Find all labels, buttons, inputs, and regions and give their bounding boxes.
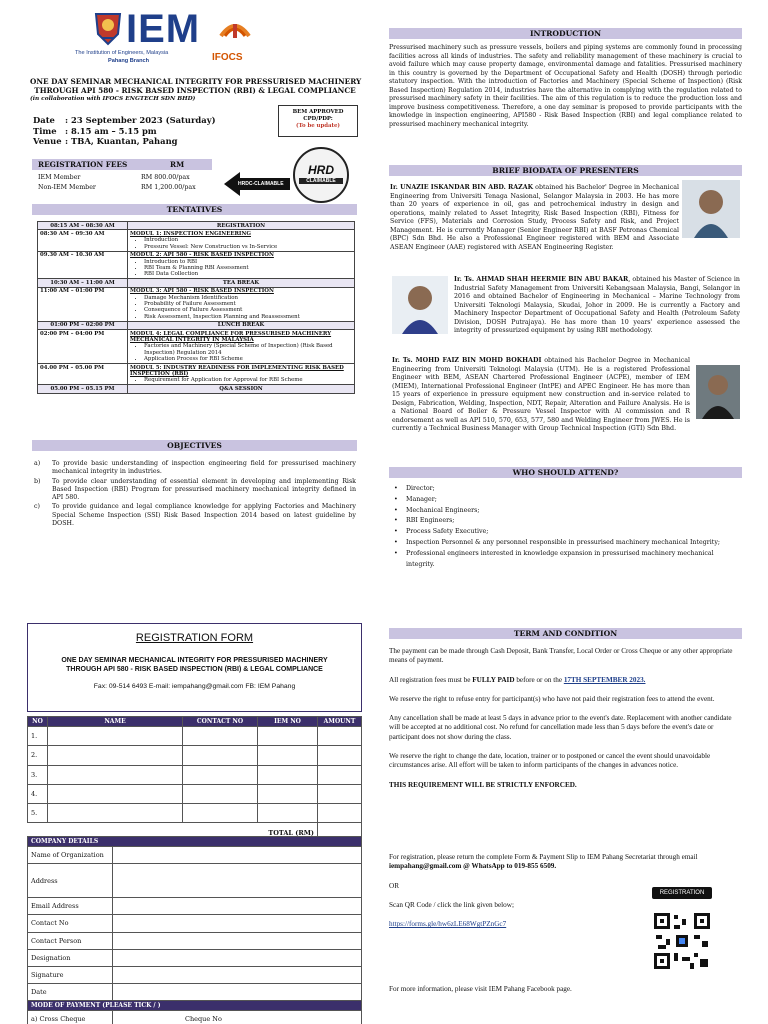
venue-label: Venue	[33, 136, 62, 146]
registration-contact: iempahang@gmail.com @ WhatsApp to 019-855 6509.	[389, 862, 557, 871]
participant-no: 4.	[28, 784, 48, 803]
participant-amount-field[interactable]	[318, 765, 362, 784]
fee-row	[38, 173, 218, 183]
tentative-session	[128, 364, 355, 385]
objective-item	[34, 460, 356, 477]
company-field-input[interactable]	[113, 898, 362, 915]
tentative-row	[38, 364, 355, 385]
attend-header: WHO SHOULD ATTEND?	[389, 467, 742, 478]
participant-iem-field[interactable]	[258, 727, 318, 746]
bullet-icon: •	[394, 506, 398, 514]
presenter-bio	[392, 276, 740, 336]
participant-contact-field[interactable]	[183, 804, 258, 823]
bullet-icon: •	[394, 485, 398, 492]
company-field-input[interactable]	[113, 932, 362, 949]
time-value: : 8.15 am – 5.15 pm	[65, 125, 157, 136]
company-field-label: Name of Organization	[28, 847, 113, 864]
objective-item	[34, 503, 356, 528]
objective-text: To provide clear understanding of essential element in developing and implementing Risk Based Inspection (RBI) Program for pressurised machinery mechanical integrity defined in API 580.	[52, 477, 356, 502]
participant-name-field[interactable]	[48, 746, 183, 765]
attend-item	[394, 516, 740, 527]
fee-row	[38, 183, 218, 193]
scan-qr-text: Scan QR Code / click the link given below;	[389, 900, 514, 909]
tentative-time: 08:15 AM – 08:30 AM	[38, 222, 128, 230]
term-refuse-entry: We reserve the right to refuse entry for participant(s) who have not paid their registration fees to attend the event.	[389, 694, 715, 703]
term-deadline: 17TH SEPTEMBER 2023.	[563, 675, 646, 684]
company-field-input[interactable]	[113, 966, 362, 983]
objectives-header: OBJECTIVES	[32, 440, 357, 451]
tentative-row	[38, 321, 355, 329]
session-title: MODUL 5: INDUSTRY READINESS FOR IMPLEMENTING RISK BASED INSPECTION (RBI)	[130, 364, 344, 378]
presenter-name: Ir. UNAZIE ISKANDAR BIN ABD. RAZAK	[390, 184, 534, 191]
session-title: MODUL 3: API 580 - RISK BASED INSPECTION	[130, 288, 274, 295]
participant-contact-field[interactable]	[183, 746, 258, 765]
session-topic: • Probability of Failure Assessment	[144, 301, 352, 307]
participant-no: 5.	[28, 804, 48, 823]
session-topic: • Consequence of Failure Assessment	[144, 307, 352, 313]
participant-amount-field[interactable]	[318, 784, 362, 803]
participant-iem-field[interactable]	[258, 746, 318, 765]
company-field-row	[28, 898, 362, 915]
form-title: REGISTRATION FORM	[135, 632, 254, 644]
tentatives-table	[37, 221, 355, 394]
session-topic: • Factories and Machinery (Special Scheme of Inspection) (Risk Based Inspection) Regulation 2014	[144, 343, 352, 356]
tentatives-header: TENTATIVES	[32, 204, 357, 215]
bullet-icon: •	[394, 495, 398, 503]
fees-header-label: REGISTRATION FEES	[38, 160, 128, 169]
fee-amount: RM 800.00/pax	[141, 174, 190, 181]
hrdc-label: HRDC-CLAIMABLE	[238, 181, 284, 187]
form-subtitle1: ONE DAY SEMINAR MECHANICAL INTEGRITY FOR PRESSURISED MACHINERY	[61, 657, 328, 664]
attend-text: Inspection Personnel & any personnel responsible in pressurised machinery mechanical Integrity;	[406, 538, 721, 546]
company-field-row	[28, 847, 362, 864]
company-field-input[interactable]	[113, 984, 362, 1001]
tentative-time: 05.00 PM – 05.15 PM	[38, 385, 128, 393]
participant-amount-field[interactable]	[318, 727, 362, 746]
tentative-time: 11:00 AM – 01:00 PM	[38, 287, 128, 321]
fee-type: IEM Member	[38, 174, 81, 181]
qr-label: REGISTRATION	[652, 887, 712, 899]
company-field-row	[28, 984, 362, 1001]
company-field-label: Signature	[28, 966, 113, 983]
objective-key: b)	[34, 477, 41, 485]
company-field-row	[28, 949, 362, 966]
introduction-text: Pressurised machinery such as pressure vessels, boilers and piping systems are commonly found in processing facilities across all kinds of industries. The safety and reliability management of these machinery is crucial to avoid failure which may cause property damage, environmental damage and fatalities. Pressurised machinery in this country is governed by the Department of Occupational Safety and Health (DOSH) through periodic statutory inspection. With the introduction of Factories and Machinery (Special Scheme of Inspection) (Risk Based Inspection) Regulation 2014, industries have the alternative in complying with the regulation related to pressurised machinery safety in their facilities. The aim of this regulation is to reduce the production loss and improve business competitiveness. Therefore, a one day seminar is proposed to provide participants with the knowledge in inspection engineering, API580 - Risk Based Inspection (RBI) and legal compliance related to pressurised machinery mechanical integrity.	[389, 44, 742, 128]
cheque-no-field[interactable]: Cheque No	[113, 1011, 362, 1024]
iem-logo-text: IEM	[126, 7, 201, 51]
company-field-label: Email Address	[28, 898, 113, 915]
bem-line2: CPD/PDP:	[303, 116, 333, 123]
participant-table-header	[28, 717, 362, 727]
session-title: MODUL 4: LEGAL COMPLIANCE FOR PRESSURISED MACHINERY MECHANICAL INTEGRITY IN MALAYSIA	[130, 330, 332, 343]
payment-cross-cheque[interactable]: a) Cross Cheque	[28, 1011, 113, 1024]
presenter-bio	[390, 184, 679, 252]
session-topic: • Application Process for RBI Scheme	[144, 356, 352, 362]
col-iem-no: IEM NO	[258, 717, 318, 727]
company-field-label: Date	[28, 984, 113, 1001]
objective-text: To provide guidance and legal compliance knowledge for applying Factories and Machinery Special Scheme Inspection (SSI) Risk Based Inspection 2014 based on latest guideline by DOSH.	[52, 503, 356, 528]
tentative-row	[38, 251, 355, 279]
session-topic: • Introduction	[144, 237, 352, 243]
company-field-label: Contact Person	[28, 932, 113, 949]
form-subtitle2: THROUGH API 580 - RISK BASED INSPECTION (RBI) & LEGAL COMPLIANCE	[66, 666, 323, 673]
objective-key: a)	[34, 460, 41, 467]
company-field-row	[28, 932, 362, 949]
fee-type: Non-IEM Member	[38, 184, 96, 191]
participant-amount-field[interactable]	[318, 746, 362, 765]
hrd-badge-subtext: CLAIMABLE	[299, 178, 343, 184]
participant-contact-field[interactable]	[183, 784, 258, 803]
or-label: OR	[389, 881, 399, 890]
col-contact: CONTACT NO	[183, 717, 258, 727]
qr-code-icon[interactable]	[652, 911, 712, 971]
attend-text: Professional engineers interested in knowledge expansion in pressurised machinery mechanical integrity.	[406, 549, 714, 568]
form-contact: Fax: 09-514 6493 E-mail: iempahang@gmail.com FB: IEM Pahang	[93, 683, 296, 690]
terms-header: TERM AND CONDITION	[389, 628, 742, 639]
bullet-icon: •	[394, 528, 398, 536]
tentative-row	[38, 230, 355, 251]
company-details-table	[27, 836, 362, 1024]
participant-no: 3.	[28, 765, 48, 784]
attend-text: Process Safety Executive;	[406, 528, 489, 536]
col-no: NO	[28, 717, 48, 727]
time-label: Time	[33, 125, 57, 136]
participant-contact-field[interactable]	[183, 727, 258, 746]
fees-header	[32, 159, 212, 170]
session-title: MODUL 1: INSPECTION ENGINEERING	[130, 230, 251, 237]
tentative-session	[128, 230, 355, 251]
presenter-name: Ir. Ts. MOHD FAIZ BIN MOHD BOKHADI	[392, 357, 542, 364]
iem-logo-branch: Pahang Branch	[108, 58, 150, 64]
tentative-session	[128, 251, 355, 279]
venue-value: : TBA, Kuantan, Pahang	[65, 136, 178, 146]
company-field-label: Address	[28, 864, 113, 898]
tentative-session	[128, 321, 355, 329]
company-field-input[interactable]	[113, 847, 362, 864]
attend-text: RBI Engineers;	[406, 517, 455, 525]
participant-name-field[interactable]	[48, 727, 183, 746]
bullet-icon: •	[394, 549, 398, 557]
company-field-input[interactable]	[113, 864, 362, 898]
presenter-text: obtained his Bachelor Degree in Mechanical Engineering from Universiti Teknologi Malaysia (UTM). He is a registered Professional Engineer with BEM, ASEAN Chartered Professional Engineer (ACPE), member of IEM (MIEM), International Professional Engineer (IntPE) and APEC Engineer. He has more than 15 years of experience in pressure equipment new construction and in-service related to Design, Fabrication, Welding, Inspection, NDT, Repair, Alteration and Failure Analysis. He is a National Board of Boiler & Pressure Vessel Inspector with Al commission and R endorsement as well as API 510, 570, 653, 577, 580 and Welding Engineer from JWES. He is currently a Technical Business Manager with Group Technical Inspection (GTI) Sdn Bhd.	[392, 357, 691, 432]
participant-amount-field[interactable]	[318, 804, 362, 823]
participant-name-field[interactable]	[48, 784, 183, 803]
term-fully-paid	[389, 676, 742, 685]
iem-logo-subtitle: The Institution of Engineers, Malaysia	[75, 50, 169, 56]
attend-item	[394, 484, 740, 495]
participant-iem-field[interactable]	[258, 804, 318, 823]
registration-link[interactable]: https://forms.gle/hw6zLE68WgtPZnGc7	[389, 920, 507, 929]
term-change: We reserve the right to change the date, location, trainer or to postponed or cancel the event should unavoidable circumstances arise. All effort will be taken to inform participants of the changes in advances notice.	[389, 752, 711, 770]
objective-key: c)	[34, 503, 40, 511]
fees-currency: RM	[170, 160, 185, 169]
header-logos	[30, 8, 360, 68]
session-topic: • Damage Mechanism Identification	[144, 295, 352, 301]
session-topic: • RBI Team & Planning RBI Assessment	[144, 265, 352, 271]
ifocs-logo-icon	[213, 14, 257, 54]
tentative-time: 02:00 PM – 04:00 PM	[38, 330, 128, 364]
hrd-badge-text: HRD	[308, 163, 334, 177]
col-amount: AMOUNT	[318, 717, 362, 727]
session-title: REGISTRATION	[216, 222, 266, 229]
tentative-time: 10:30 AM – 11:00 AM	[38, 279, 128, 287]
company-field-label: Designation	[28, 949, 113, 966]
tentative-row	[38, 287, 355, 321]
term-fees-text: All registration fees must be	[389, 675, 473, 684]
company-field-input[interactable]	[113, 949, 362, 966]
bem-line1: BEM APPROVED	[292, 109, 344, 115]
introduction-header: INTRODUCTION	[389, 28, 742, 39]
seminar-title-line1: ONE DAY SEMINAR MECHANICAL INTEGRITY FOR PRESSURISED MACHINERY	[30, 77, 362, 86]
terms-body	[389, 647, 742, 790]
registration-return-text: For registration, please return the complete Form & Payment Slip to IEM Pahang Secretariat through email	[389, 853, 698, 861]
session-topic: • Introduction to RBI	[144, 259, 352, 265]
iem-crest-icon	[92, 10, 124, 46]
session-title: LUNCH BREAK	[217, 322, 265, 329]
attend-list	[392, 484, 740, 570]
tentative-session	[128, 222, 355, 230]
hrd-claimable-badge	[293, 147, 349, 203]
fee-amount: RM 1,200.00/pax	[141, 184, 196, 191]
attend-text: Mechanical Engineers;	[406, 506, 480, 514]
term-fully-paid-bold: FULLY PAID	[472, 675, 515, 684]
tentative-time: 08:30 AM – 09:30 AM	[38, 230, 128, 251]
session-topic: • Risk Assessment, Inspection Planning and Reassessment	[144, 314, 352, 320]
session-title: TEA BREAK	[222, 279, 260, 286]
presenter-text: obtained his Bachelor' Degree in Mechanical Engineering from Universiti Tenaga Nasional, Selangor Malaysia in 2003. He has more than 20 years of experience in oil, gas and petrochemical industry in design and operations, mainly related to Asset Integrity, Risk Based Inspection (RBI), Fitness for Service (FFS), Materials and Corrosion Study, Process Safety and Risk, and Project Management. He is currently Manager (Senior Engineer RBI) at BASF Petronas Chemical (BPC) Sdn Bhd. He also a Professional Engineer registered with BEM and Associate ASEAN Engineer (AAE) registered with ASEAN Engineering Register.	[390, 184, 679, 251]
participant-row	[28, 727, 362, 746]
participant-contact-field[interactable]	[183, 765, 258, 784]
participant-iem-field[interactable]	[258, 765, 318, 784]
fees-list	[38, 173, 218, 193]
company-field-row	[28, 915, 362, 932]
tentative-session	[128, 330, 355, 364]
session-topic: • Requirement for Application for Approval for RBI Scheme	[144, 377, 352, 383]
tentative-row	[38, 222, 355, 230]
participant-row	[28, 804, 362, 823]
tentative-session	[128, 287, 355, 321]
participant-no: 2.	[28, 746, 48, 765]
bem-line3: (To be update)	[296, 123, 340, 130]
company-details-header: COMPANY DETAILS	[28, 837, 362, 847]
participant-no: 1.	[28, 727, 48, 746]
presenter-photo	[682, 180, 740, 238]
term-cancellation: Any cancellation shall be made at least 5 days in advance prior to the event's date. Replacement with another candidate will be accepted at no additional cost. No refund for cancellation made less than 5 days before the event's date or participant does not show during the class.	[389, 714, 732, 741]
tentative-row	[38, 279, 355, 287]
seminar-collab: (in collaboration with IFOCS ENGTECH SDN BHD)	[30, 96, 196, 102]
date-value: : 23 September 2023 (Saturday)	[65, 115, 216, 125]
payment-mode-header: MODE OF PAYMENT (PLEASE TICK / )	[28, 1001, 362, 1011]
attend-item	[394, 538, 740, 549]
tentative-time: 09.30 AM – 10.30 AM	[38, 251, 128, 279]
company-field-label: Contact No	[28, 915, 113, 932]
tentative-row	[38, 385, 355, 393]
participant-iem-field[interactable]	[258, 784, 318, 803]
participant-row	[28, 784, 362, 803]
participant-row	[28, 765, 362, 784]
participant-table	[27, 716, 362, 843]
biodata-header: BRIEF BIODATA OF PRESENTERS	[389, 165, 742, 176]
participant-row	[28, 746, 362, 765]
session-title: Q&A SESSION	[219, 385, 263, 392]
term-enforced: THIS REQUIREMENT WILL BE STRICTLY ENFORCED.	[389, 780, 577, 789]
attend-item	[394, 495, 740, 506]
participant-name-field[interactable]	[48, 765, 183, 784]
term-before-text: before or on the	[514, 675, 564, 684]
objective-text: To provide basic understanding of inspection engineering field for pressurised machinery mechanical integrity in industries.	[52, 460, 356, 476]
presenter-photo	[392, 276, 448, 334]
ifocs-logo-text: IFOCS	[212, 52, 243, 63]
term-payment: The payment can be made through Cash Deposit, Bank Transfer, Local Order or Cross Cheque or any other appropriate means of payment.	[389, 647, 733, 665]
presenter-photo	[696, 365, 740, 419]
event-details	[33, 115, 263, 147]
objectives-list	[34, 460, 356, 529]
session-topic: • RBI Data Collection	[144, 271, 352, 277]
presenter-name: Ir. Ts. AHMAD SHAH HEERMIE BIN ABU BAKAR	[454, 276, 629, 283]
total-label: TOTAL (RM)	[28, 823, 318, 842]
more-info-text: For more information, please visit IEM Pahang Facebook page.	[389, 985, 572, 993]
attend-item	[394, 549, 740, 571]
bullet-icon: •	[394, 538, 398, 546]
tentative-time: 04.00 PM – 05.00 PM	[38, 364, 128, 385]
tentative-row	[38, 330, 355, 364]
company-field-row	[28, 864, 362, 898]
attend-item	[394, 527, 740, 538]
objective-item	[34, 478, 356, 503]
seminar-title-line2: THROUGH API 580 - RISK BASED INSPECTION (RBI) & LEGAL COMPLIANCE	[34, 86, 356, 95]
tentative-session	[128, 385, 355, 393]
bullet-icon: •	[394, 517, 398, 525]
session-topic: • Pressure Vessel: New Construction vs In-Service	[144, 244, 352, 250]
attend-text: Director;	[406, 485, 435, 492]
bem-cpd-box	[278, 105, 358, 137]
attend-item	[394, 506, 740, 517]
company-field-row	[28, 966, 362, 983]
tentative-time: 01:00 PM – 02:00 PM	[38, 321, 128, 329]
company-field-input[interactable]	[113, 915, 362, 932]
presenter-text: , obtained his Master of Science in Industrial Safety Management from Universiti Kebangsaan Malaysia, Bangi, Selangor in 2016 and obtained Bachelor of Engineering in Mechanical – Marine Technology from Universiti Teknologi Malaysia, Skudai, Johor in 2009. He is currently a Factory and Machinery Inspector Department of Occupational Safety and Health (Petroleum Safety Division, DOSH Putrajaya). He has more than 10 years' experience assessed the integrity of pressurized equipment by using RBI methodology.	[454, 276, 740, 334]
presenter-bio	[392, 357, 740, 434]
col-name: NAME	[48, 717, 183, 727]
registration-form-header	[27, 623, 362, 712]
date-label: Date	[33, 115, 55, 125]
tentative-session	[128, 279, 355, 287]
session-title: MODUL 2: API 580 - RISK BASED INSPECTION	[130, 252, 274, 259]
attend-text: Manager;	[406, 495, 437, 503]
participant-name-field[interactable]	[48, 804, 183, 823]
